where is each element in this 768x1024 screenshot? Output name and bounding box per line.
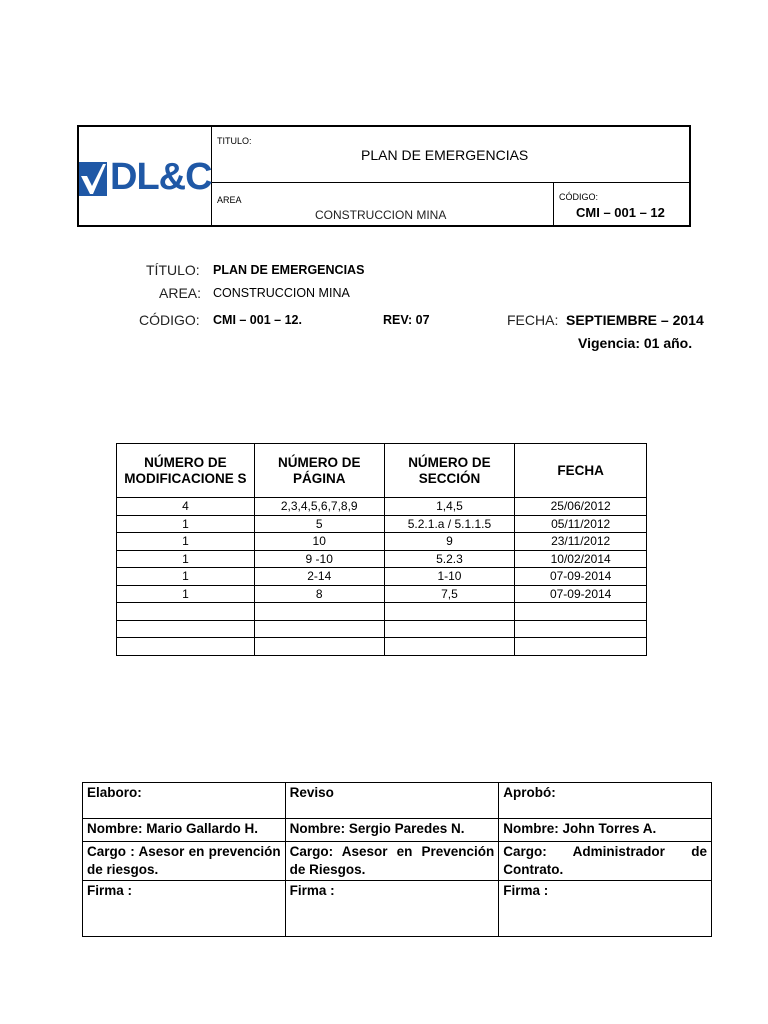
- area-value: CONSTRUCCION MINA: [213, 286, 350, 300]
- fecha-value: SEPTIEMBRE – 2014: [566, 312, 704, 328]
- revision: REV: 07: [383, 313, 430, 327]
- table-cell: 10: [254, 533, 384, 551]
- table-row: [83, 842, 712, 881]
- table-row: [117, 620, 647, 638]
- header-divider: [553, 182, 554, 225]
- cargo-cell: Cargo: Asesor en Prevención de Riesgos.: [285, 842, 499, 881]
- codigo-label: CÓDIGO:: [139, 312, 200, 328]
- column-header: NÚMERO DE PÁGINA: [254, 444, 384, 498]
- logo-cell: [79, 127, 212, 225]
- logo-text: DL&C: [110, 156, 212, 198]
- table-row: [117, 533, 647, 551]
- reviso-label: Reviso: [285, 783, 499, 819]
- titulo-label: TÍTULO:: [146, 262, 200, 278]
- table-cell: [117, 638, 255, 656]
- header-divider: [212, 182, 689, 183]
- table-row: [117, 585, 647, 603]
- table-cell: 05/11/2012: [515, 515, 647, 533]
- company-logo: [79, 158, 210, 200]
- table-cell: [384, 620, 515, 638]
- vigencia: Vigencia: 01 año.: [578, 335, 693, 351]
- cargo-cell: Cargo: Administrador de Contrato.: [499, 842, 712, 881]
- table-cell: 1: [117, 568, 255, 586]
- table-cell: 1: [117, 550, 255, 568]
- table-row: [83, 881, 712, 937]
- table-cell: 07-09-2014: [515, 585, 647, 603]
- codigo-value: CMI – 001 – 12.: [213, 313, 302, 327]
- firma-cell: Firma :: [499, 881, 712, 937]
- titulo-value: PLAN DE EMERGENCIAS: [213, 263, 365, 277]
- codigo-label: CÓDIGO:: [559, 192, 599, 202]
- table-cell: 2,3,4,5,6,7,8,9: [254, 498, 384, 516]
- table-cell: [515, 638, 647, 656]
- column-header: NÚMERO DE SECCIÓN: [384, 444, 515, 498]
- table-row: [117, 603, 647, 621]
- table-cell: 5.2.1.a / 5.1.1.5: [384, 515, 515, 533]
- table-cell: 1-10: [384, 568, 515, 586]
- area-label: AREA:: [159, 285, 202, 301]
- table-cell: [515, 603, 647, 621]
- checkmark-icon: [79, 162, 107, 196]
- table-cell: 1: [117, 585, 255, 603]
- header-title: PLAN DE EMERGENCIAS: [361, 147, 529, 163]
- table-row: [83, 819, 712, 842]
- firma-cell: Firma :: [83, 881, 286, 937]
- header-area: CONSTRUCCION MINA: [315, 208, 447, 222]
- column-header: NÚMERO DE MODIFICACIONE S: [117, 444, 255, 498]
- name-cell: Nombre: Mario Gallardo H.: [83, 819, 286, 842]
- table-cell: [254, 620, 384, 638]
- table-cell: 5.2.3: [384, 550, 515, 568]
- titulo-label: TITULO:: [217, 136, 252, 146]
- table-cell: 23/11/2012: [515, 533, 647, 551]
- name-cell: Nombre: Sergio Paredes N.: [285, 819, 499, 842]
- area-label: AREA: [217, 195, 242, 205]
- table-row: [117, 638, 647, 656]
- table-cell: 7,5: [384, 585, 515, 603]
- table-cell: 4: [117, 498, 255, 516]
- document-header: [77, 125, 691, 227]
- table-cell: 2-14: [254, 568, 384, 586]
- elaboro-label: Elaboro:: [83, 783, 286, 819]
- name-cell: Nombre: John Torres A.: [499, 819, 712, 842]
- table-cell: 9: [384, 533, 515, 551]
- header-codigo: CMI – 001 – 12: [576, 205, 665, 220]
- table-cell: [254, 638, 384, 656]
- table-cell: 1: [117, 533, 255, 551]
- table-cell: 07-09-2014: [515, 568, 647, 586]
- table-row: [117, 515, 647, 533]
- table-cell: [117, 603, 255, 621]
- fecha-label: FECHA:: [507, 312, 559, 328]
- signatures-table: [82, 782, 712, 937]
- cargo-cell: Cargo : Asesor en prevención de riesgos.: [83, 842, 286, 881]
- table-cell: 8: [254, 585, 384, 603]
- firma-cell: Firma :: [285, 881, 499, 937]
- table-cell: 25/06/2012: [515, 498, 647, 516]
- table-row: [117, 550, 647, 568]
- aprobo-label: Aprobó:: [499, 783, 712, 819]
- table-cell: 1: [117, 515, 255, 533]
- table-row: [83, 783, 712, 819]
- table-cell: [384, 603, 515, 621]
- table-cell: 10/02/2014: [515, 550, 647, 568]
- table-cell: [384, 638, 515, 656]
- table-cell: 5: [254, 515, 384, 533]
- table-cell: [117, 620, 255, 638]
- table-header-row: [117, 444, 647, 498]
- table-cell: [515, 620, 647, 638]
- table-row: [117, 498, 647, 516]
- table-cell: 1,4,5: [384, 498, 515, 516]
- modifications-table: [116, 443, 647, 656]
- table-cell: 9 -10: [254, 550, 384, 568]
- table-cell: [254, 603, 384, 621]
- column-header: FECHA: [515, 444, 647, 498]
- table-row: [117, 568, 647, 586]
